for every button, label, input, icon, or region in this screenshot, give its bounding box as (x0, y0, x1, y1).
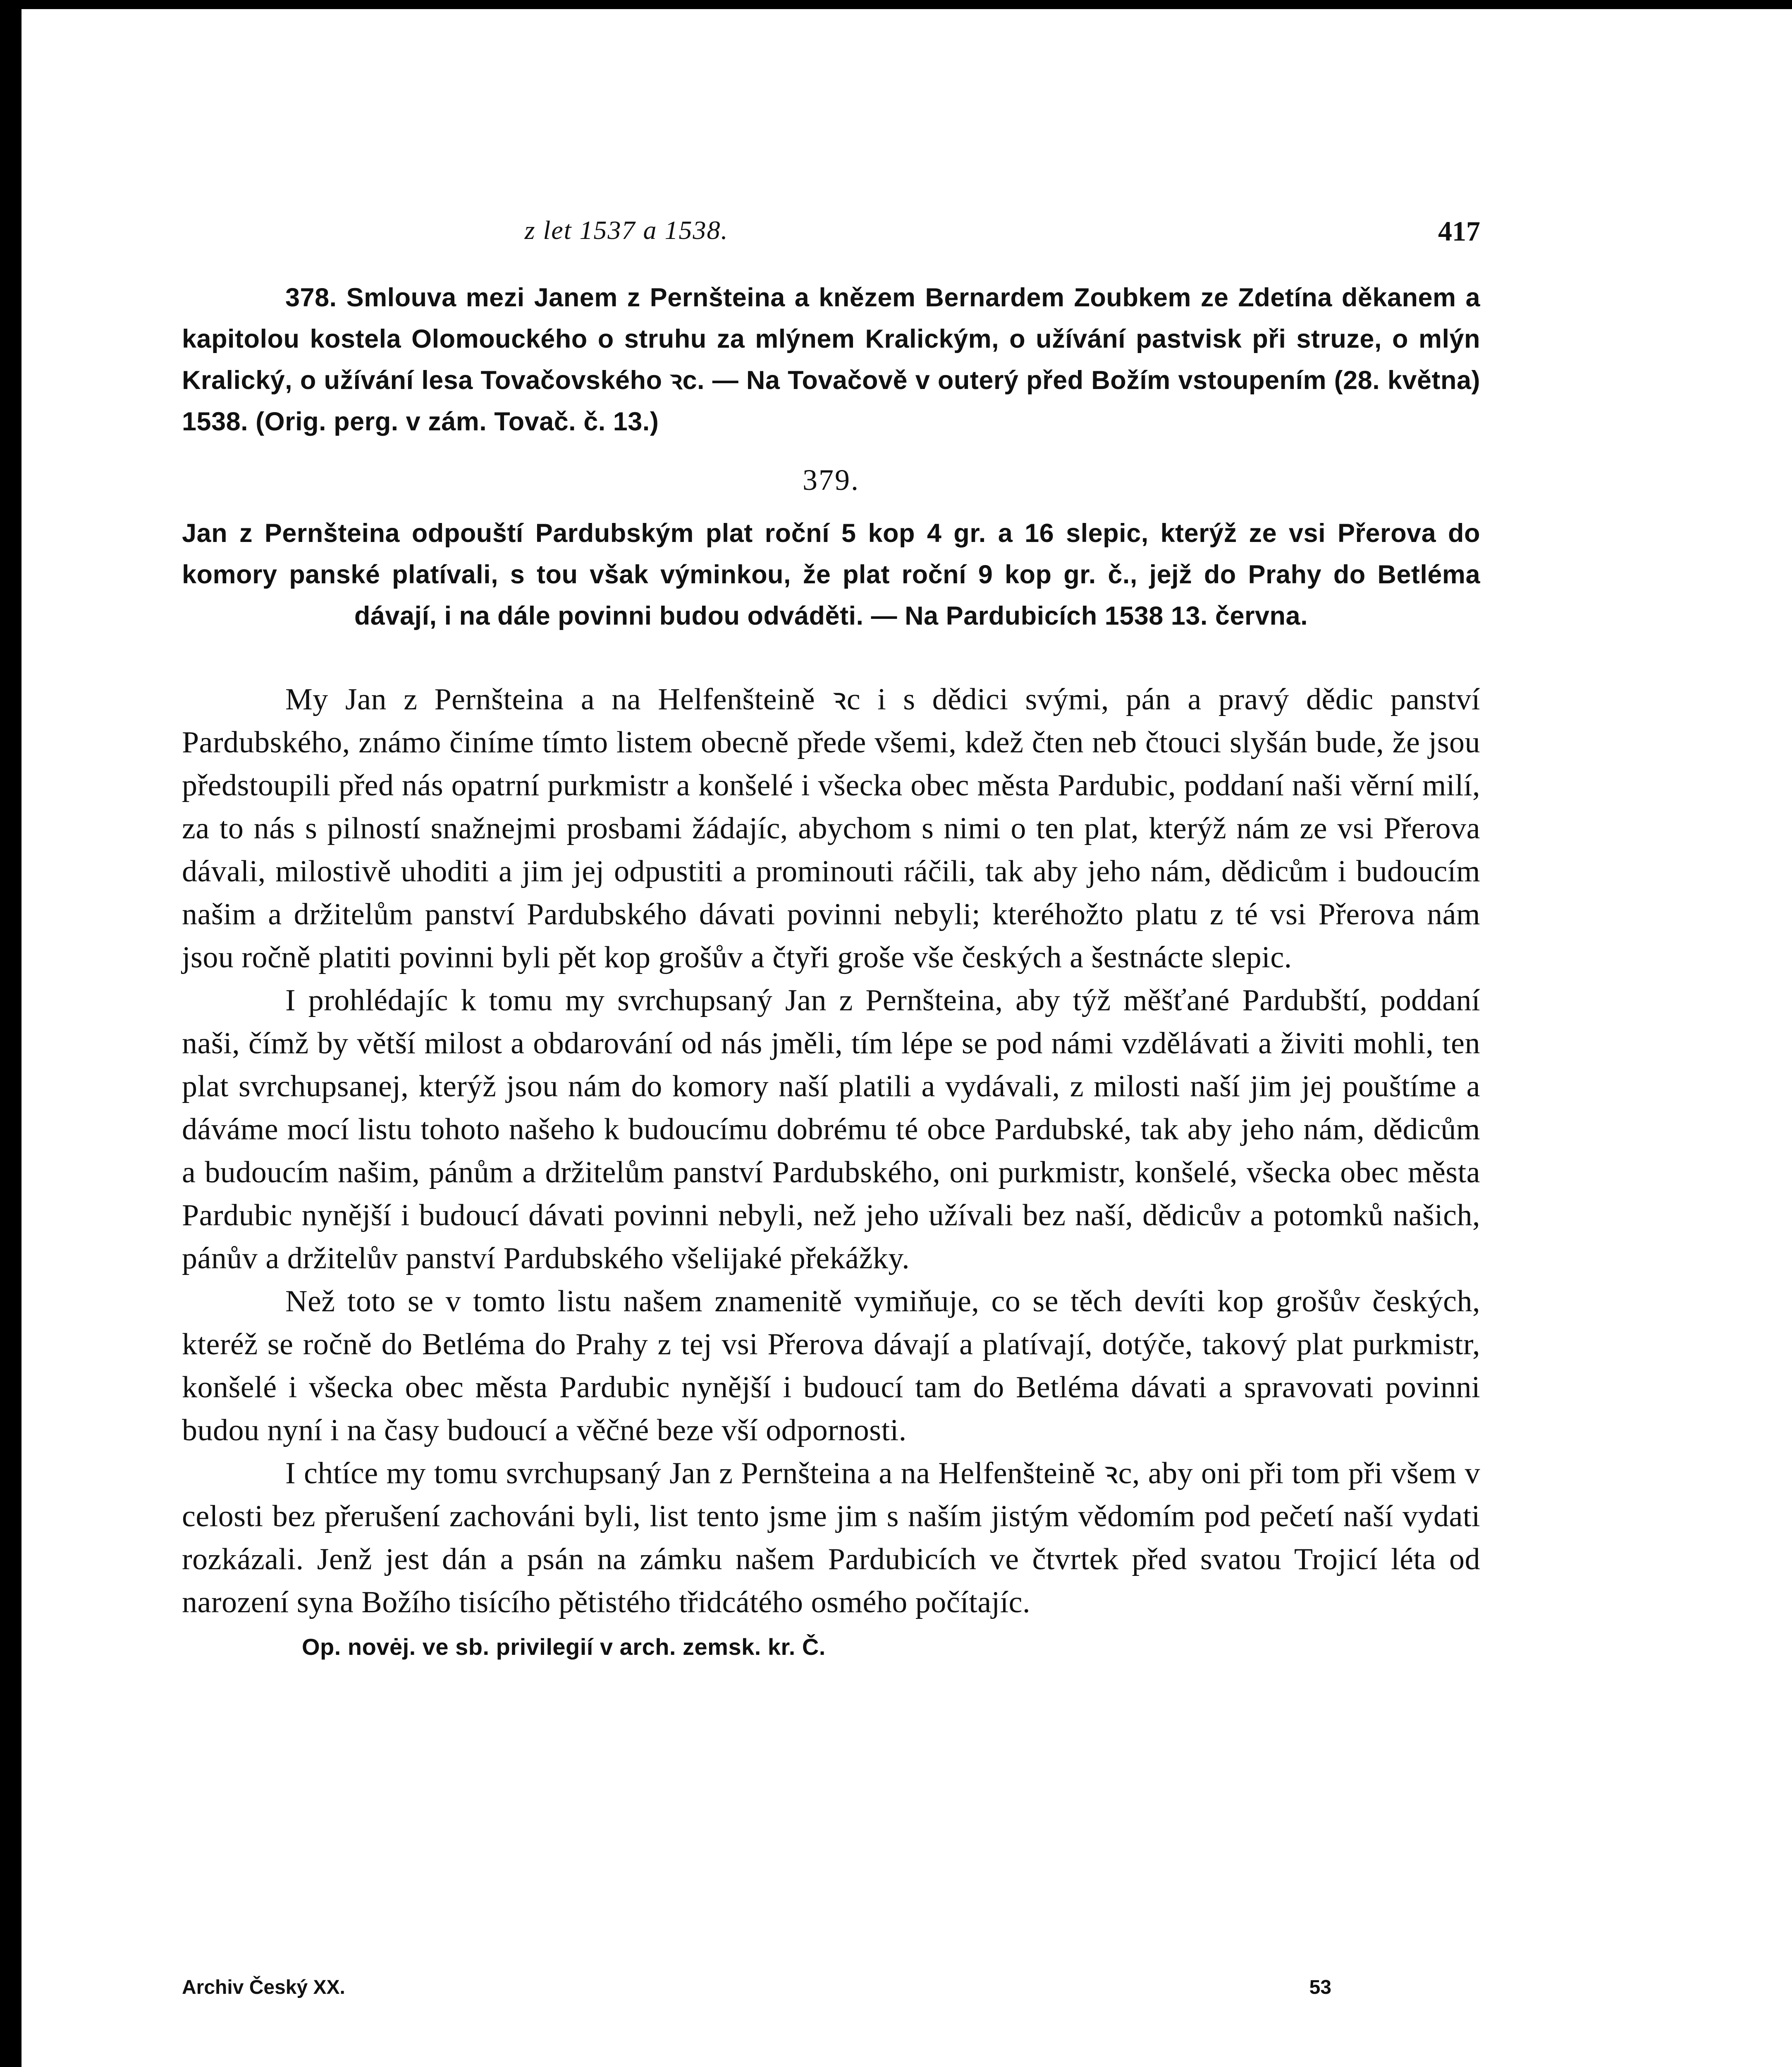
page-number: 417 (1438, 215, 1480, 247)
volume-signature: Archiv Český XX. (182, 1976, 345, 1998)
document-378-summary: Smlouva mezi Janem z Pernšteina a knězem Bernardem Zoubkem ze Zdetína děkanem a kapitolou kostela Olomouckého o struhu za mlýnem Kralickým, o užívání pastvisk při struze, o mlýn Kralický, o užívání lesa Tovačovského ꝛc. — Na Tovačově v outerý před Božím vstoupením (28. května) 1538. (Orig. perg. v zám. Tovač. č. 13.) (182, 283, 1480, 436)
text-paragraph: My Jan z Pernšteina a na Helfenšteině ꝛc i s dědici svými, pán a pravý dědic panství Pardubského, známo činíme tímto listem obecně přede všemi, kdež čten neb čtouci slyšán bude, že jsou předstoupili před nás opatrní purkmistr a konšelé i všecka obec města Pardubic, poddaní naši věrní milí, za to nás s pilností snažnejmi prosbami žádajíc, abychom s nimi o ten plat, kterýž nám ze vsi Přerova dávali, milostivě uhoditi a jim jej odpustiti a prominouti ráčili, tak aby jeho nám, dědicům i budoucím našim a držitelům panství Pardubského dávati povinni nebyli; kteréhožto platu z té vsi Přerova nám jsou ročně platiti povinni byli pět kop grošův a čtyři groše vše českých a šestnácte slepic. (182, 683, 1480, 974)
running-head (182, 207, 1480, 252)
document-379-regest: Jan z Pernšteina odpouští Pardubským plat roční 5 kop 4 gr. a 16 slepic, kterýž ze vsi Přerova do komory panské platívali, s tou však výminkou, že plat roční 9 kop gr. č., jejž do Prahy do Betléma dávají, i na dále povinni budou odváděti. — Na Pardubicích 1538 13. června. (182, 519, 1480, 630)
document-378-regest (182, 277, 1480, 442)
text-paragraph: Než toto se v tomto listu našem znamenitě vymiňuje, co se těch devíti kop grošův českých, kteréž se ročně do Betléma do Prahy z tej vsi Přerova dávají a platívají, dotýče, takový plat purkmistr, konšelé i všecka obec města Pardubic nynější i budoucí tam do Betléma dávati a spravovati povinni budou nyní i na časy budoucí a věčné beze vší odpornosti. (182, 1284, 1480, 1447)
scan-border-left (0, 0, 22, 2067)
running-title: z let 1537 a 1538. (524, 215, 729, 245)
scan-border-top (0, 0, 1792, 9)
document-379-text (182, 678, 1480, 1664)
book-page (182, 182, 1480, 2067)
document-379-number: 379. (803, 463, 860, 496)
text-paragraph: I prohlédajíc k tomu my svrchupsaný Jan z Pernšteina, aby týž měšťané Pardubští, poddaní naši, čímž by větší milost a obdarování od nás jměli, tím lépe se pod námi vzdělávati a živiti mohli, ten plat svrchupsanej, kterýž jsou nám do komory naší platili a vydávali, z milosti naší jim jej pouštíme a dáváme mocí listu tohoto našeho k budoucímu dobrému té obce Pardubské, tak aby jeho nám, dědicům a budoucím našim, pánům a držitelům panství Pardubského, oni purkmistr, konšelé, všecka obec města Pardubic nynější i budoucí dávati povinni nebyli, než jeho užívali bez naší, dědicův a potomků našich, pánův a držitelův panství Pardubského všelijaké překážky. (182, 983, 1480, 1275)
document-378-number: 378. (285, 283, 337, 312)
source-note: Op. novėj. ve sb. privilegií v arch. zemsk. kr. Č. (302, 1634, 826, 1660)
text-paragraph: I chtíce my tomu svrchupsaný Jan z Pernšteina a na Helfenšteině ꝛc, aby oni při tom při všem v celosti bez přerušení zachováni byli, list tento jsme jim s naším jistým vědomím pod pečetí naší vydati rozkázali. Jenž jest dán a psán na zámku našem Pardubicích ve čtvrtek před svatou Trojicí léta od narození syna Božího tisícího pětistého třidcátého osmého počítajíc. (182, 1456, 1480, 1619)
page-footer (182, 1976, 1480, 2009)
sheet-signature: 53 (1309, 1976, 1331, 1998)
